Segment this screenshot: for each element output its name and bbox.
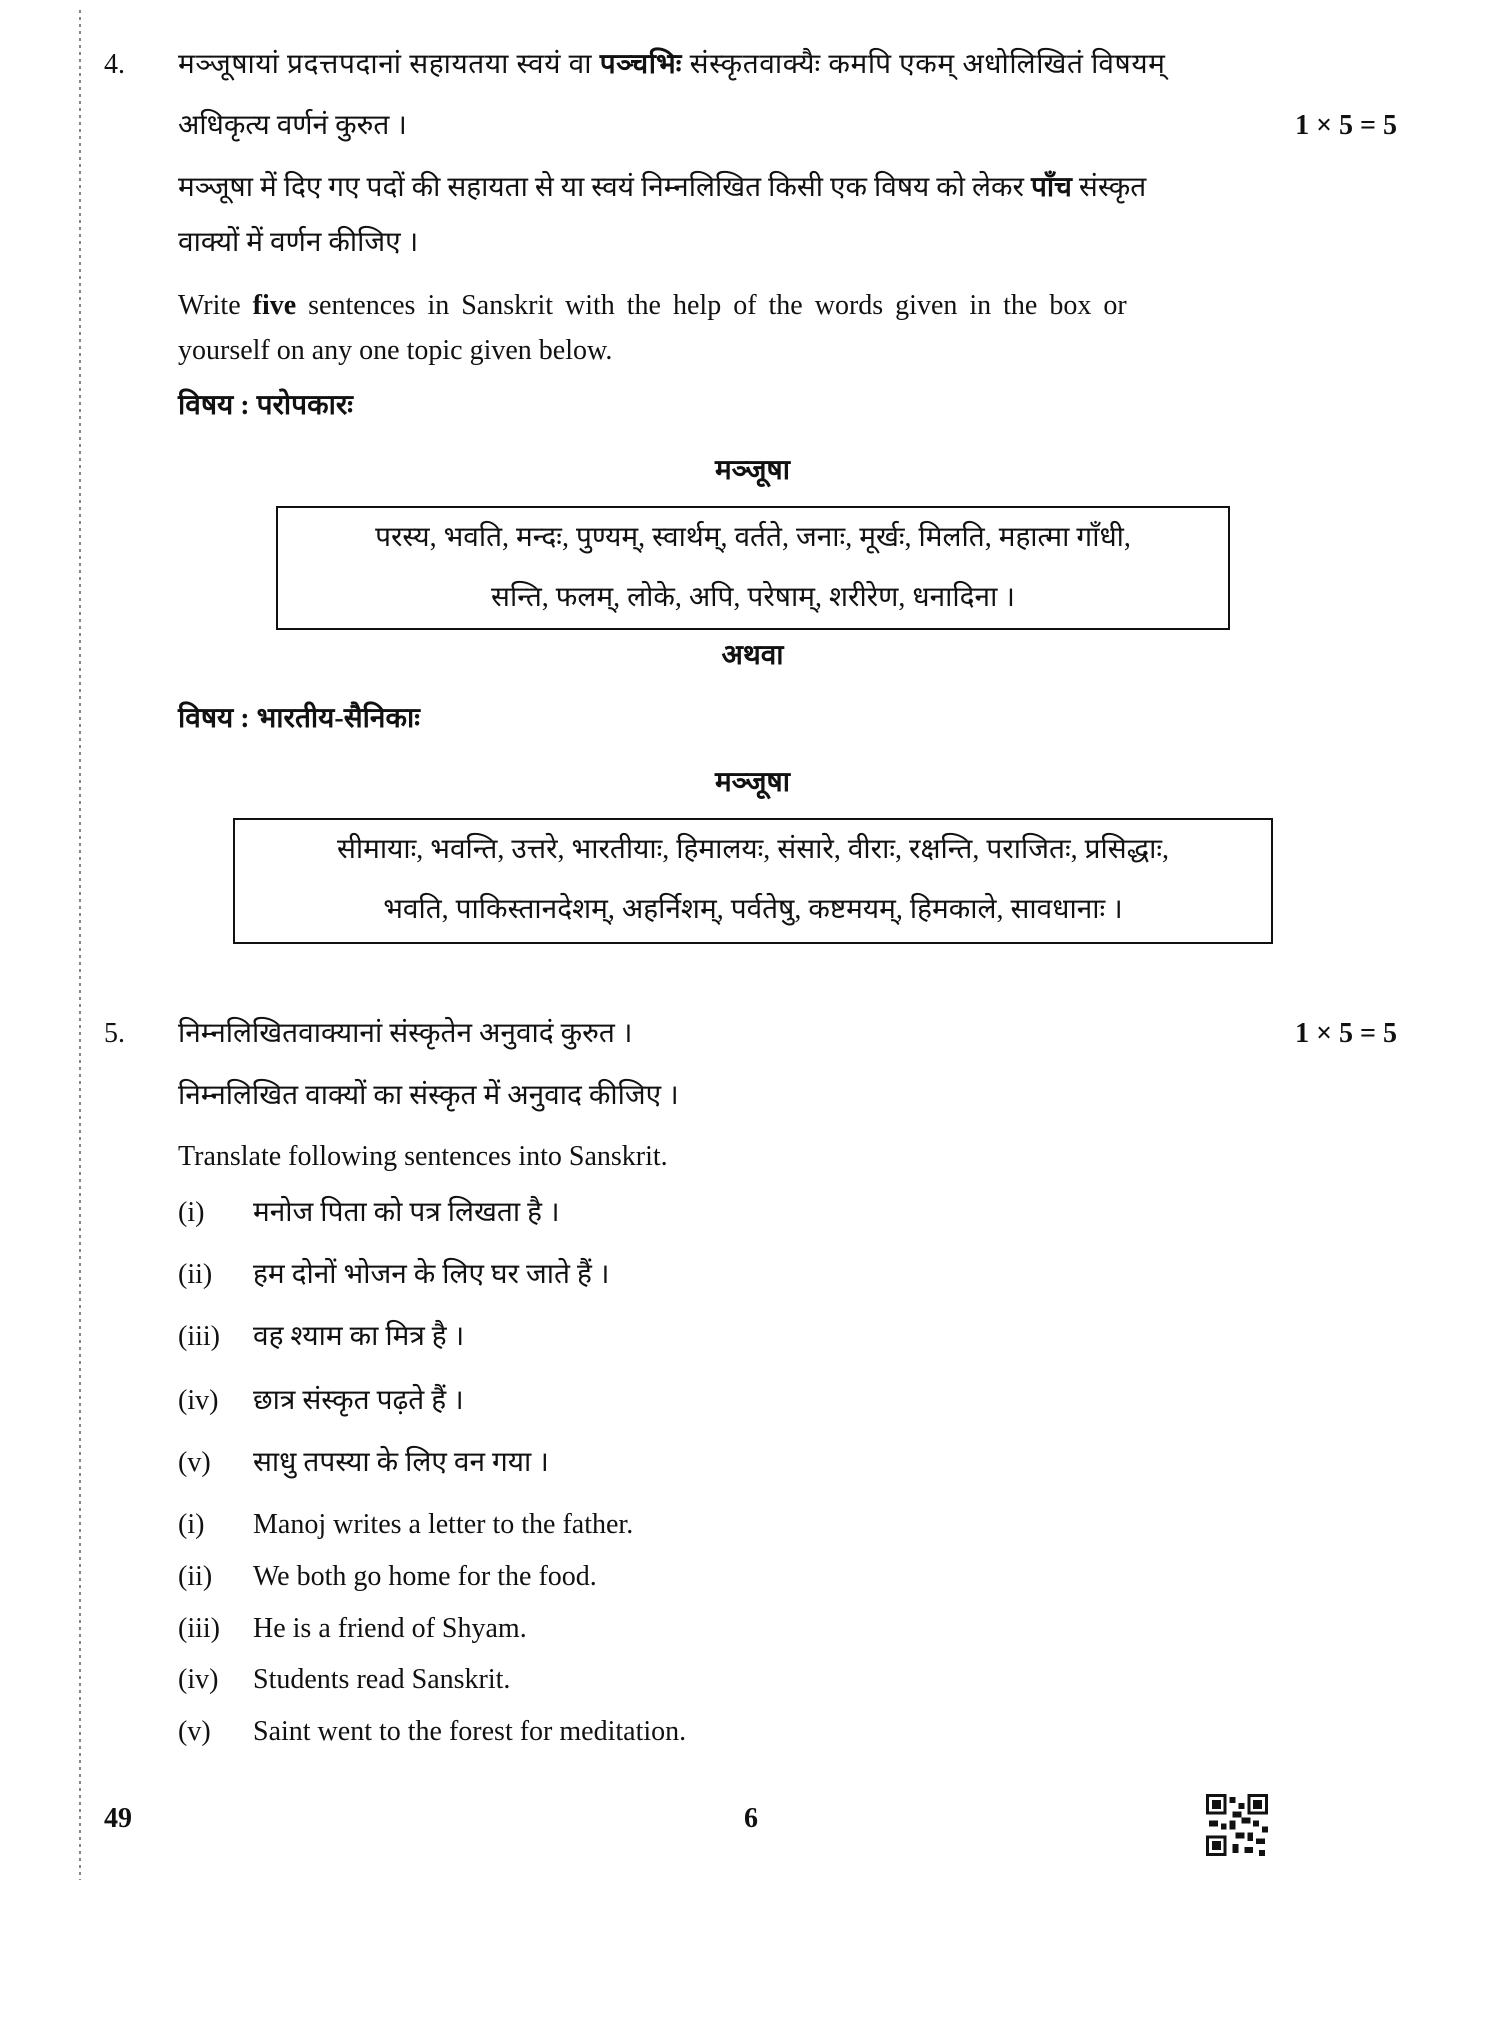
english-sentence: He is a friend of Shyam. xyxy=(253,1613,527,1644)
or-label: अथवा xyxy=(721,640,784,671)
question-number: 5. xyxy=(104,1018,125,1049)
item-number: (iii) xyxy=(178,1613,220,1644)
instruction-english: Write five sentences in Sanskrit with the help of the words given in the box or xyxy=(178,290,1127,321)
qr-code-icon xyxy=(1206,1794,1268,1856)
item-number: (v) xyxy=(178,1447,211,1478)
marks: 1 × 5 = 5 xyxy=(1295,1018,1397,1049)
instruction-sanskrit: निम्नलिखितवाक्यानां संस्कृतेन अनुवादं कुरुत । xyxy=(178,1018,633,1049)
word-box-2 xyxy=(233,818,1273,944)
topic-1: विषय : परोपकारः xyxy=(178,390,353,421)
hindi-sentence: वह श्याम का मित्र है । xyxy=(253,1321,465,1352)
page-number: 6 xyxy=(744,1803,758,1834)
english-sentence: Students read Sanskrit. xyxy=(253,1664,511,1695)
word-box-line: परस्य, भवति, मन्दः, पुण्यम्, स्वार्थम्, वर्तते, जनाः, मूर्खः, मिलति, महात्मा गाँधी, xyxy=(375,522,1131,553)
english-sentence: Manoj writes a letter to the father. xyxy=(253,1509,634,1540)
instruction-sanskrit-cont: अधिकृत्य वर्णनं कुरुत । xyxy=(178,110,407,141)
instruction-hindi: निम्नलिखित वाक्यों का संस्कृत में अनुवाद कीजिए । xyxy=(178,1080,679,1111)
item-number: (ii) xyxy=(178,1561,213,1592)
item-number: (ii) xyxy=(178,1259,213,1290)
topic-2: विषय : भारतीय-सैनिकाः xyxy=(178,703,420,734)
instruction-hindi-cont: वाक्यों में वर्णन कीजिए । xyxy=(178,227,419,258)
instruction-english: Translate following sentences into Sanskrit. xyxy=(178,1141,668,1172)
item-number: (iii) xyxy=(178,1321,220,1352)
word-box-line: सीमायाः, भवन्ति, उत्तरे, भारतीयाः, हिमालयः, संसारे, वीराः, रक्षन्ति, पराजितः, प्रसिद्धाः, xyxy=(336,834,1170,865)
item-number: (iv) xyxy=(178,1664,219,1695)
item-number: (i) xyxy=(178,1197,205,1228)
english-sentence: We both go home for the food. xyxy=(253,1561,597,1592)
instruction-hindi: मञ्जूषा में दिए गए पदों की सहायता से या स्वयं निम्नलिखित किसी एक विषय को लेकर पाँच संस्कृत xyxy=(178,172,1147,203)
word-box-line: सन्ति, फलम्, लोके, अपि, परेषाम्, शरीरेण, धनादिना । xyxy=(491,582,1015,613)
hindi-sentence: हम दोनों भोजन के लिए घर जाते हैं । xyxy=(253,1259,610,1290)
box-title: मञ्जूषा xyxy=(715,455,790,486)
item-number: (i) xyxy=(178,1509,205,1540)
paper-code: 49 xyxy=(104,1803,132,1834)
marks: 1 × 5 = 5 xyxy=(1295,110,1397,141)
hindi-sentence: साधु तपस्या के लिए वन गया । xyxy=(253,1447,549,1478)
instruction-english-cont: yourself on any one topic given below. xyxy=(178,335,613,366)
item-number: (v) xyxy=(178,1716,211,1747)
question-number: 4. xyxy=(104,49,125,80)
hindi-sentence: मनोज पिता को पत्र लिखता है । xyxy=(253,1197,560,1228)
item-number: (iv) xyxy=(178,1385,219,1416)
box-title: मञ्जूषा xyxy=(715,767,790,798)
margin-dotted-line xyxy=(79,10,81,1880)
word-box-line: भवति, पाकिस्तानदेशम्, अहर्निशम्, पर्वतेषु, कष्टमयम्, हिमकाले, सावधानाः । xyxy=(383,894,1123,925)
english-sentence: Saint went to the forest for meditation. xyxy=(253,1716,687,1747)
instruction-sanskrit: मञ्जूषायां प्रदत्तपदानां सहायतया स्वयं वा पञ्चभिः संस्कृतवाक्यैः कमपि एकम् अधोलिखितं विषयम् xyxy=(178,49,1166,80)
hindi-sentence: छात्र संस्कृत पढ़ते हैं । xyxy=(253,1385,464,1416)
word-box-1 xyxy=(276,506,1230,630)
